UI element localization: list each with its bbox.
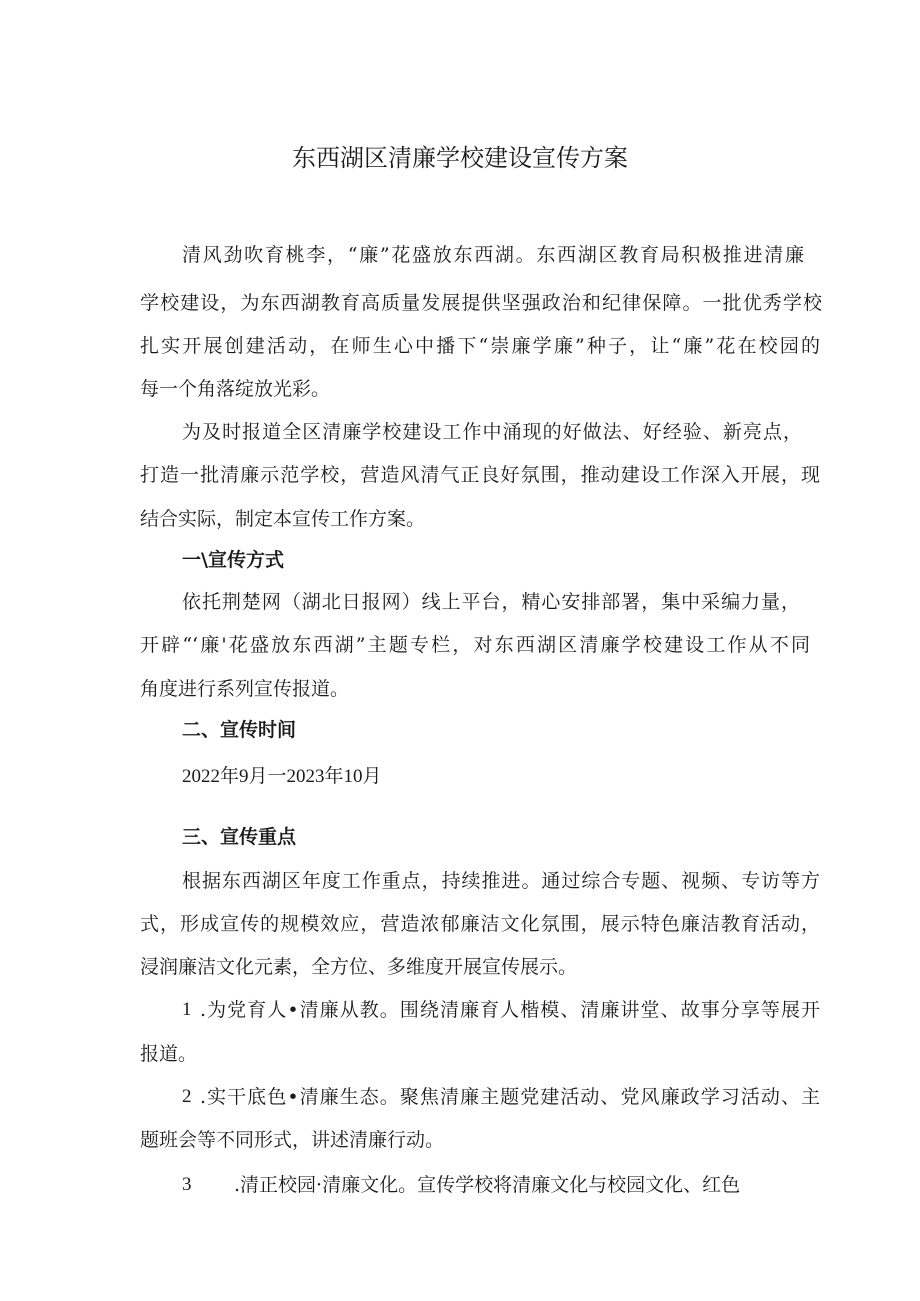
section-2-period: 2022年9月一2023年10月 (182, 766, 382, 787)
intro-p1-line-4: 每一个角落绽放光彩。 (140, 378, 331, 400)
intro-p1-line-3: 扎实开展创建活动，在师生心中播下“崇廉学廉”种子，让“廉”花在校园的 (140, 335, 820, 357)
intro-p1-line-1: 清风劲吹育桃李，“廉”花盛放东西湖。东西湖区教育局积极推进清廉 (182, 244, 804, 266)
section-3-heading: 三、宣传重点 (182, 826, 297, 848)
section-2-heading: 二、宣传时间 (182, 719, 297, 741)
list-item-3-number: 3 (182, 1174, 192, 1195)
list-item-1-line-1: .为党育人•清廉从教。围绕清廉育人楷模、清廉讲堂、故事分享等展开 (200, 999, 820, 1021)
intro-p2-line-2: 打造一批清廉示范学校，营造风清气正良好氛围，推动建设工作深入开展，现 (140, 464, 820, 486)
intro-p2-line-1: 为及时报道全区清廉学校建设工作中涌现的好做法、好经验、新亮点， (182, 421, 802, 443)
section-3-line-2: 式，形成宣传的规模效应，营造浓郁廉洁文化氛围，展示特色廉洁教育活动， (140, 913, 820, 935)
section-3-line-1: 根据东西湖区年度工作重点，持续推进。通过综合专题、视频、专访等方 (182, 870, 820, 892)
section-1-line-2: 开辟“‘廉'花盛放东西湖”主题专栏，对东西湖区清廉学校建设工作从不同 (140, 634, 810, 656)
section-1-heading: 一\宣传方式 (182, 549, 284, 571)
section-3-line-3: 浸润廉洁文化元素，全方位、多维度开展宣传展示。 (140, 956, 578, 978)
list-item-2-number: 2 (182, 1086, 192, 1107)
list-item-2-line-2: 题班会等不同形式，讲述清廉行动。 (140, 1129, 445, 1151)
intro-p1-line-2: 学校建设，为东西湖教育高质量发展提供坚强政治和纪律保障。一批优秀学校 (140, 292, 822, 314)
section-1-line-3: 角度进行系列宣传报道。 (140, 678, 350, 700)
intro-p2-line-3: 结合实际，制定本宣传工作方案。 (140, 508, 426, 530)
list-item-2-line-1: .实干底色•清廉生态。聚焦清廉主题党建活动、党风廉政学习活动、主 (200, 1086, 820, 1108)
list-item-1-number: 1 (182, 999, 192, 1020)
list-item-3-line-1: .清正校园·清廉文化。宣传学校将清廉文化与校园文化、红色 (234, 1174, 741, 1196)
list-item-1-line-2: 报道。 (140, 1043, 198, 1065)
section-1-line-1: 依托荆楚网（湖北日报网）线上平台，精心安排部署，集中采编力量， (182, 591, 800, 613)
document-title: 东西湖区清廉学校建设宣传方案 (292, 144, 628, 172)
